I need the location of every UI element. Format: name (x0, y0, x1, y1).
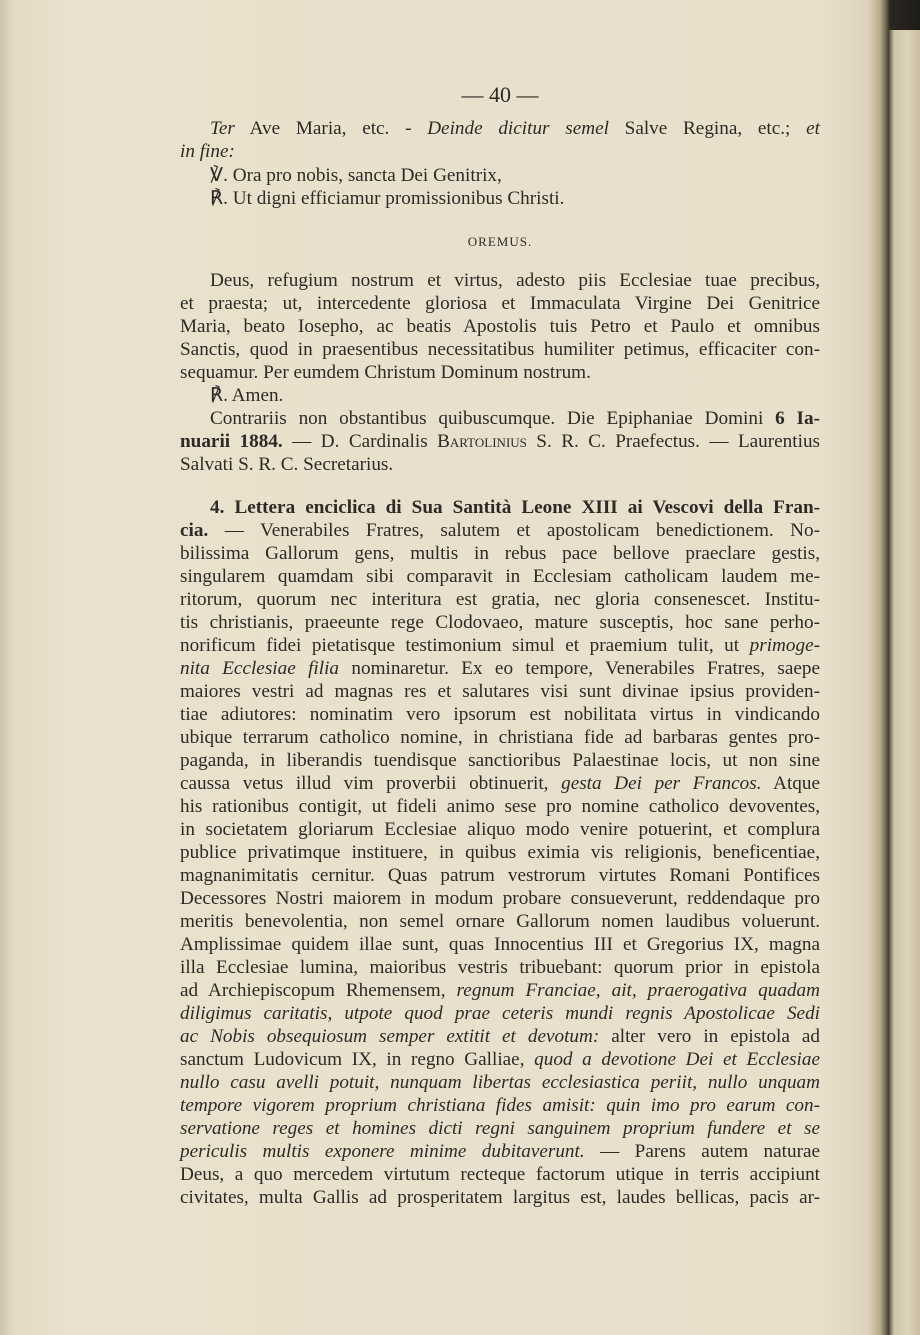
letter-line: ad Archiepiscopum Rhemensem, regnum Franciae, ait, praerogativa quadam (180, 980, 820, 1001)
letter-line: cia. — Venerabiles Fratres, salutem et apostolicam benedictionem. No- (180, 520, 820, 541)
amen: ℟. Amen. (210, 385, 284, 406)
letter-line: illa Ecclesiae lumina, maioribus vestris tribuebant: quorum prior in epistola (180, 957, 820, 978)
letter-line: publice privatimque instituere, in quibus eximia vis religionis, beneficentiae, (180, 842, 820, 863)
letter-line: maiores vestri ad magnas res et salutares visi sunt divinae ipsius providen- (180, 681, 820, 702)
letter-line: caussa vetus illud vim proverbii obtinuerit, gesta Dei per Francos. Atque (180, 773, 820, 794)
letter-line: norificum fidei pietatisque testimonium simul et praemium tulit, ut primoge- (180, 635, 820, 656)
letter-line: sanctum Ludovicum IX, in regno Galliae, quod a devotione Dei et Ecclesiae (180, 1049, 820, 1070)
letter-line: magnanimitatis cernitur. Quas patrum vestrorum virtutes Romani Pontifices (180, 865, 820, 886)
letter-line: tempore vigorem proprium christiana fides amisit: quin imo pro earum con- (180, 1095, 820, 1116)
letter-line: ac Nobis obsequiosum semper extitit et devotum: alter vero in epistola ad (180, 1026, 820, 1047)
collect-line: sequamur. Per eumdem Christum Dominum nostrum. (180, 362, 591, 383)
collect-line: Sanctis, quod in praesentibus necessitatibus humiliter petimus, efficaciter con- (180, 339, 820, 360)
letter-line: servatione reges et homines dicti regni sanguinem proprium fundere et se (180, 1118, 820, 1139)
letter-line: singularem quamdam sibi comparavit in Ecclesiam catholicam laudem me- (180, 566, 820, 587)
letter-heading: 4. Lettera enciclica di Sua Santità Leone XIII ai Vescovi della Fran- (210, 497, 820, 518)
letter-line: nullo casu avelli potuit, nunquam libertas ecclesiastica periit, nullo unquam (180, 1072, 820, 1093)
letter-line: his rationibus contigit, ut fideli animo sese pro nomine catholico devoventes, (180, 796, 820, 817)
letter-line: Amplissimae quidem illae sunt, quas Innocentius III et Gregorius IX, magna (180, 934, 820, 955)
letter-line: in societatem gloriarum Ecclesiae aliquo modo venire potuerint, et complura (180, 819, 820, 840)
collect-line: Maria, beato Iosepho, ac beatis Apostolis tuis Petro et Paulo et omnibus (180, 316, 820, 337)
versicle: ℣. Ora pro nobis, sancta Dei Genitrix, (210, 165, 502, 186)
letter-line: meritis benevolentia, non semel ornare Gallorum nomen laudibus voluerunt. (180, 911, 820, 932)
prayer-line-2: in fine: (180, 141, 235, 162)
letter-line: tis christianis, praeeunte rege Clodovaeo, mature susceptis, hoc sane perho- (180, 612, 820, 633)
letter-line: ritorum, quorum nec interitura est gratia, nec gloria consenescet. Institu- (180, 589, 820, 610)
collect-line: et praesta; ut, intercedente gloriosa et Immaculata Virgine Dei Genitrice (180, 293, 820, 314)
collect-line: Deus, refugium nostrum et virtus, adesto piis Ecclesiae tuae precibus, (210, 270, 820, 291)
letter-line: diligimus caritatis, utpote quod prae ceteris mundi regnis Apostolicae Sedi (180, 1003, 820, 1024)
letter-line: civitates, multa Gallis ad prosperitatem largitus est, laudes bellicas, pacis ar- (180, 1187, 820, 1208)
letter-line: bilissima Gallorum gens, multis in rebus pace bellove praeclare gestis, (180, 543, 820, 564)
decree-line-2: nuarii 1884. — D. Cardinalis Bartolinius S. R. C. Praefectus. — Laurentius (180, 431, 820, 452)
letter-line: paganda, in liberandis tuendisque sanctioribus Palaestinae locis, ut non sine (180, 750, 820, 771)
letter-line: Decessores Nostri maiorem in modum probare consueverunt, reddendaque pro (180, 888, 820, 909)
letter-line: nita Ecclesiae filia nominaretur. Ex eo tempore, Venerabiles Fratres, saepe (180, 658, 820, 679)
prayer-line-1: Ter Ave Maria, etc. - Deinde dicitur semel Salve Regina, etc.; et (210, 118, 820, 139)
letter-line: ubique terrarum catholico nomine, in christiana fide ad barbaras gentes pro- (180, 727, 820, 748)
letter-line: tiae adiutores: nominatim vero ipsorum est nobilitata virtus in vindicando (180, 704, 820, 725)
page-number: — 40 — (461, 82, 539, 107)
decree-line-3: Salvati S. R. C. Secretarius. (180, 454, 394, 475)
response: ℟. Ut digni efficiamur promissionibus Christi. (210, 188, 565, 209)
letter-line: Deus, a quo mercedem virtutum recteque factorum utique in terris accipiunt (180, 1164, 820, 1185)
oremus-heading: OREMUS. (467, 234, 533, 249)
letter-line: periculis multis exponere minime dubitaverunt. — Parens autem naturae (180, 1141, 820, 1162)
facing-page-edge (888, 30, 920, 1335)
decree-line-1: Contrariis non obstantibus quibuscumque. Die Epiphaniae Domini 6 Ia- (210, 408, 820, 429)
